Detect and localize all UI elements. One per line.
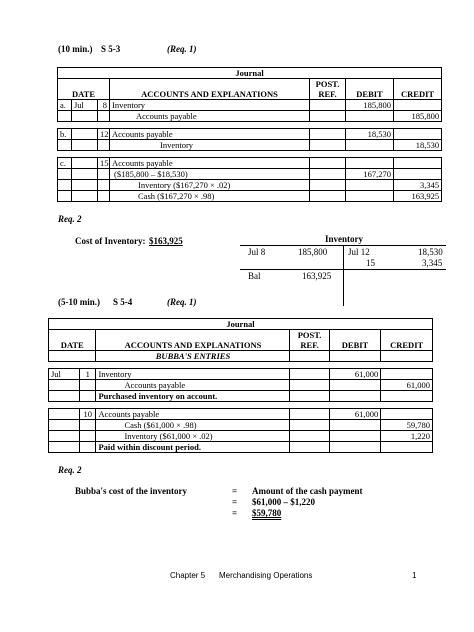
entry-credit [381, 409, 433, 420]
entry-debit [346, 191, 394, 202]
credit-amount: 18,530 [418, 247, 443, 257]
credit-amount: 3,345 [422, 258, 443, 268]
entry-label: a. [58, 100, 72, 111]
requirement-label: (Req. 1) [167, 44, 197, 54]
calculation-line: Amount of the cash payment [252, 486, 363, 496]
calculation-line: $61,000 – $1,220 [252, 497, 315, 507]
debit-header: DEBIT [346, 89, 394, 100]
accounts-header: ACCOUNTS AND EXPLANATIONS [96, 340, 290, 351]
entry-credit [394, 169, 442, 180]
entry-debit: 61,000 [329, 369, 381, 380]
entry-account: Inventory [110, 100, 310, 111]
entry-account: Cash ($61,000 × .98) [96, 420, 290, 431]
credit-header: CREDIT [381, 340, 433, 351]
entry-debit [329, 380, 381, 391]
entry-account: Accounts payable [96, 409, 290, 420]
post-header: POST. [310, 79, 346, 90]
journal-row [58, 111, 442, 122]
entry-account: Accounts payable [110, 129, 310, 140]
debit-header: DEBIT [329, 340, 381, 351]
t-account-title: Inventory [325, 234, 363, 244]
entry-credit [381, 369, 433, 380]
journal-row [49, 380, 433, 391]
inventory-t-account [240, 234, 446, 306]
ref-header: REF. [290, 340, 329, 351]
entry-account: Inventory ($167,270 × .02) [110, 180, 310, 191]
entry-account: Inventory [110, 140, 310, 151]
post-header: POST. [290, 330, 329, 341]
journal-row [58, 158, 442, 169]
journal-table-s5-3 [57, 67, 442, 202]
entry-account: Cash ($167,270 × .98) [110, 191, 310, 202]
debit-date: Jul 8 [248, 247, 266, 257]
journal-row [49, 442, 433, 453]
entry-credit: 185,800 [394, 111, 442, 122]
equals-sign: = [232, 508, 238, 518]
journal-row [58, 169, 442, 180]
journal-row [49, 409, 433, 420]
entry-explanation: Purchased inventory on account. [96, 391, 290, 402]
subheader-bubbas-entries: BUBBA'S ENTRIES [96, 351, 290, 362]
entry-debit [346, 111, 394, 122]
entry-debit [329, 431, 381, 442]
credit-header: CREDIT [394, 89, 442, 100]
entry-debit: 185,800 [346, 100, 394, 111]
entry-account: Inventory ($61,000 × .02) [96, 431, 290, 442]
requirement-2-label: Req. 2 [58, 465, 82, 475]
entry-label: c. [58, 158, 72, 169]
journal-table-s5-4 [48, 318, 433, 453]
entry-account: Accounts payable [110, 111, 310, 122]
entry-debit [329, 420, 381, 431]
exercise-id: S 5-4 [113, 297, 133, 307]
footer-page-number: 1 [412, 571, 417, 580]
equals-sign: = [232, 486, 238, 496]
debit-amount: 185,800 [298, 247, 328, 257]
entry-account: ($185,800 – $18,530) [110, 169, 310, 180]
balance-label: Bal [248, 271, 261, 281]
bubba-cost-label: Bubba's cost of the inventory [75, 486, 188, 496]
entry-debit [346, 180, 394, 191]
entry-month: Jul [49, 369, 80, 380]
calculation-result: $59,780 [252, 508, 282, 518]
entry-debit: 61,000 [329, 409, 381, 420]
journal-row [49, 369, 433, 380]
entry-credit: 59,780 [381, 420, 433, 431]
entry-credit: 18,530 [394, 140, 442, 151]
journal-row [58, 191, 442, 202]
entry-credit: 3,345 [394, 180, 442, 191]
entry-credit: 61,000 [381, 380, 433, 391]
entry-account: Inventory [96, 369, 290, 380]
entry-day: 10 [79, 409, 96, 420]
journal-row [58, 100, 442, 111]
journal-row [49, 391, 433, 402]
credit-date: Jul 12 [348, 247, 370, 257]
entry-day: 1 [79, 369, 96, 380]
accounts-header: ACCOUNTS AND EXPLANATIONS [110, 89, 310, 100]
journal-row [58, 180, 442, 191]
cost-of-inventory-value: $163,925 [149, 236, 183, 246]
entry-day: 12 [98, 129, 110, 140]
journal-title: Journal [49, 319, 433, 330]
entry-credit [394, 100, 442, 111]
equals-sign: = [232, 497, 238, 507]
journal-title: Journal [58, 68, 442, 79]
journal-row [58, 140, 442, 151]
cost-of-inventory-label: Cost of Inventory: [75, 236, 146, 246]
requirement-label: (Req. 1) [167, 297, 197, 307]
entry-debit: 167,270 [346, 169, 394, 180]
requirement-2-label: Req. 2 [58, 214, 82, 224]
footer-title: Merchandising Operations [219, 571, 313, 580]
footer-chapter: Chapter 5 [170, 571, 206, 580]
journal-row [49, 431, 433, 442]
credit-date: 15 [366, 258, 375, 268]
entry-explanation: Paid within discount period. [96, 442, 290, 453]
entry-account: Accounts payable [96, 380, 290, 391]
entry-debit: 18,530 [346, 129, 394, 140]
balance-amount: 163,925 [302, 271, 332, 281]
entry-credit [394, 129, 442, 140]
entry-debit [346, 140, 394, 151]
exercise-time: (10 min.) [58, 44, 93, 54]
journal-row [49, 420, 433, 431]
entry-label: b. [58, 129, 72, 140]
exercise-id: S 5-3 [101, 44, 121, 54]
entry-credit: 1,220 [381, 431, 433, 442]
entry-credit: 163,925 [394, 191, 442, 202]
entry-month: Jul [72, 100, 98, 111]
journal-row [58, 129, 442, 140]
ref-header: REF. [310, 89, 346, 100]
entry-account: Accounts payable [110, 158, 310, 169]
exercise-time: (5-10 min.) [58, 297, 100, 307]
date-header: DATE [58, 89, 110, 100]
entry-day: 8 [98, 100, 110, 111]
date-header: DATE [49, 340, 96, 351]
entry-day: 15 [98, 158, 110, 169]
